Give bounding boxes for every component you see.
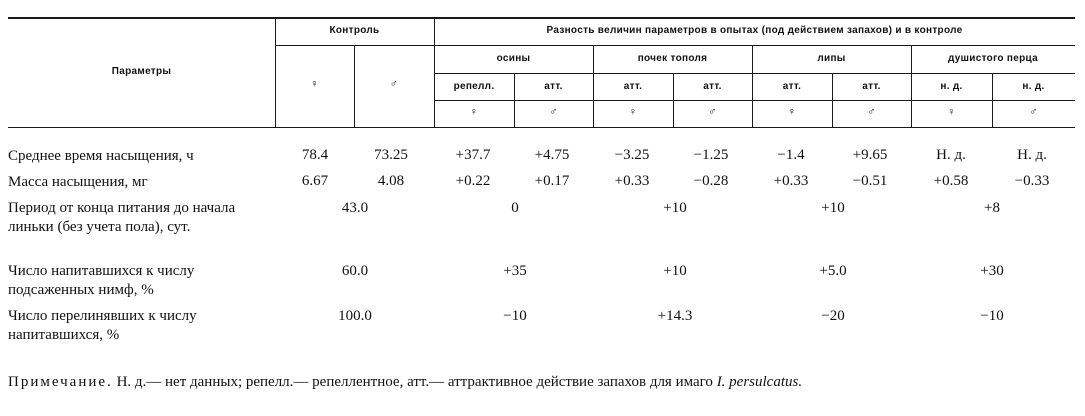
table-cell: −0.33 <box>1014 173 1050 189</box>
action-label: атт. <box>782 81 802 92</box>
male-symbol: ♂ <box>1029 106 1038 118</box>
action-label: репелл. <box>453 81 495 92</box>
female-symbol: ♀ <box>628 106 638 118</box>
footnote-text: Н. д.— нет данных; репелл.— репеллентное, атт.— аттрактивное действие запахов для имаго <box>116 374 713 390</box>
difference-header: Разность величин параметров в опытах (под действием запахов) и в контроле <box>546 25 963 36</box>
table-footnote <box>8 374 802 391</box>
table-cell: −0.51 <box>852 173 888 189</box>
table-cell: +0.33 <box>614 173 650 189</box>
table-cell: Н. д. <box>936 147 966 163</box>
table-cell: 100.0 <box>338 308 372 324</box>
header-rule-3 <box>434 100 1075 101</box>
footnote-prefix: Примечание. <box>8 374 113 390</box>
group-poplar-buds: почек тополя <box>637 53 708 64</box>
table-cell: +10 <box>663 200 687 216</box>
table-cell: +4.75 <box>534 147 570 163</box>
table-cell: +0.22 <box>455 173 491 189</box>
male-symbol: ♂ <box>549 106 558 118</box>
female-symbol: ♀ <box>947 106 956 118</box>
header-bottom-rule <box>8 127 1075 128</box>
table-cell: 43.0 <box>341 200 369 216</box>
table-cell: −0.28 <box>693 173 729 189</box>
action-label: атт. <box>544 81 563 92</box>
group-linden: липы <box>817 53 846 64</box>
table-cell: 73.25 <box>374 147 408 163</box>
row-label: Масса насыщения, мг <box>8 174 148 190</box>
group-allspice: душистого перца <box>948 53 1038 64</box>
row-label: Число перелинявших к числу напитавшихся, % <box>8 308 197 343</box>
action-label: атт. <box>862 81 881 92</box>
control-header: Контроль <box>329 25 380 36</box>
control-female-symbol: ♀ <box>310 78 319 90</box>
footnote-species: I. persulcatus. <box>716 374 803 390</box>
table-cell: −3.25 <box>614 147 650 163</box>
table-cell: 0 <box>511 200 519 216</box>
table-cell: 6.67 <box>301 173 329 189</box>
table-cell: +9.65 <box>852 147 888 163</box>
table-cell: −1.4 <box>777 147 805 163</box>
table-cell: +10 <box>821 200 845 216</box>
table-cell: +0.58 <box>933 173 969 189</box>
action-label: атт. <box>703 81 722 92</box>
male-symbol: ♂ <box>867 106 876 118</box>
action-label: н. д. <box>1022 81 1045 92</box>
table-cell: 4.08 <box>377 173 405 189</box>
row-label: Период от конца питания до начала линьки (без учета пола), сут. <box>8 200 236 235</box>
table-cell: +37.7 <box>455 147 491 163</box>
action-label: н. д. <box>940 81 963 92</box>
group-aspen: осины <box>496 53 531 64</box>
table-cell: +35 <box>503 263 527 279</box>
table-cell: +0.17 <box>534 173 570 189</box>
table-top-rule <box>8 17 1075 19</box>
table-cell: −20 <box>821 308 845 324</box>
table-cell: −10 <box>503 308 527 324</box>
header-rule-1 <box>275 45 1075 46</box>
female-symbol: ♀ <box>469 106 479 118</box>
table-cell: Н. д. <box>1017 147 1047 163</box>
table-cell: 60.0 <box>341 263 369 279</box>
control-male-symbol: ♂ <box>389 78 399 90</box>
table-cell: +5.0 <box>819 263 847 279</box>
female-symbol: ♀ <box>787 106 797 118</box>
params-header: Параметры <box>111 66 172 77</box>
table-cell: +30 <box>980 263 1004 279</box>
table-cell: −1.25 <box>693 147 729 163</box>
table-cell: +14.3 <box>657 308 693 324</box>
male-symbol: ♂ <box>708 106 717 118</box>
row-label: Среднее время насыщения, ч <box>8 148 194 164</box>
row-label: Число напитавшихся к числу подсаженных нимф, % <box>8 263 195 298</box>
header-rule-2 <box>434 73 1075 74</box>
table-cell: +10 <box>663 263 687 279</box>
action-label: атт. <box>623 81 643 92</box>
table-cell: −10 <box>980 308 1004 324</box>
table-cell: 78.4 <box>301 147 329 163</box>
table-cell: +8 <box>984 200 1000 216</box>
table-cell: +0.33 <box>773 173 809 189</box>
